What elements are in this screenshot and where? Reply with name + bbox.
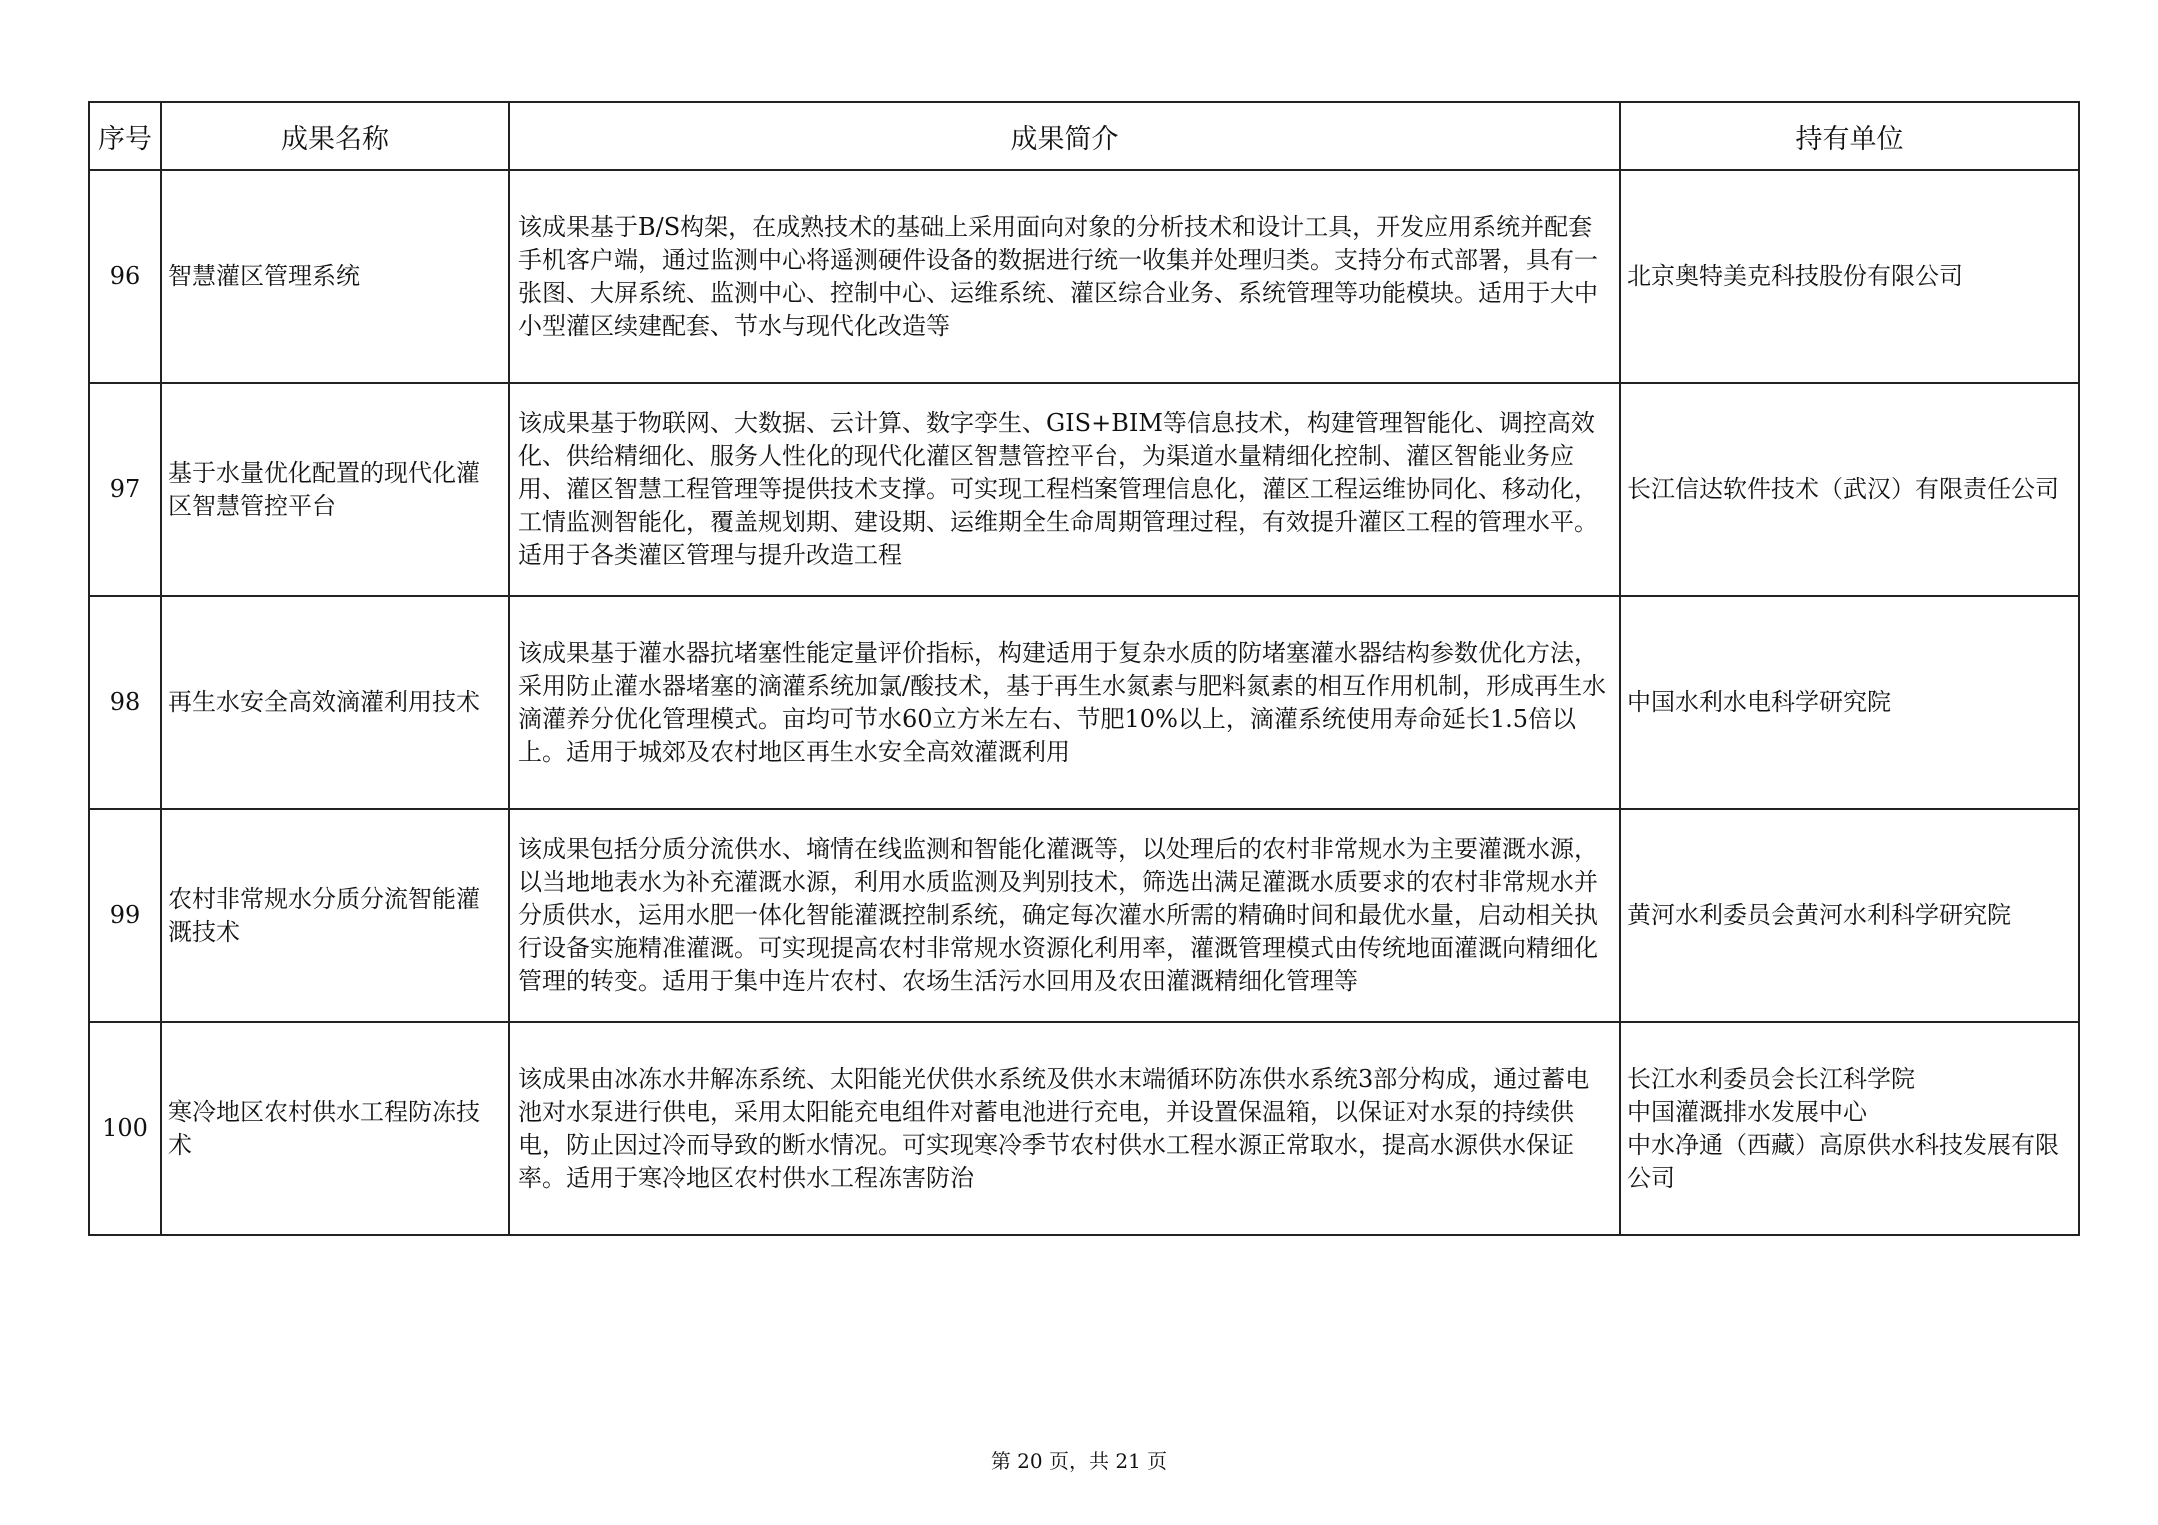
page-number: 第 20 页，共 21 页: [990, 1449, 1168, 1473]
header-desc: 成果简介: [509, 102, 1620, 170]
table-row: [89, 170, 2079, 383]
header-unit: 持有单位: [1620, 102, 2079, 170]
header-name: 成果名称: [161, 102, 509, 170]
unit-line: 北京奥特美克科技股份有限公司: [1627, 262, 1963, 290]
unit-line: 中国水利水电科学研究院: [1627, 688, 1891, 716]
row-unit: [1620, 170, 2079, 383]
results-table: [88, 101, 2080, 1236]
table-row: [89, 809, 2079, 1022]
table-row: [89, 596, 2079, 809]
row-unit: [1620, 383, 2079, 596]
row-num: 98: [89, 596, 161, 809]
row-num: 100: [89, 1022, 161, 1235]
row-name: 农村非常规水分质分流智能灌溉技术: [161, 809, 509, 1022]
row-num: 96: [89, 170, 161, 383]
row-desc: 该成果基于物联网、大数据、云计算、数字孪生、GIS+BIM等信息技术，构建管理智能化、调控高效化、供给精细化、服务人性化的现代化灌区智慧管控平台，为渠道水量精细化控制、灌区智能业务应用、灌区智慧工程管理等提供技术支撑。可实现工程档案管理信息化，灌区工程运维协同化、移动化，工情监测智能化，覆盖规划期、建设期、运维期全生命周期管理过程，有效提升灌区工程的管理水平。适用于各类灌区管理与提升改造工程: [509, 383, 1620, 596]
table-row: [89, 1022, 2079, 1235]
row-num: 97: [89, 383, 161, 596]
row-desc: 该成果基于灌水器抗堵塞性能定量评价指标，构建适用于复杂水质的防堵塞灌水器结构参数优化方法，采用防止灌水器堵塞的滴灌系统加氯/酸技术，基于再生水氮素与肥料氮素的相互作用机制，形成再生水滴灌养分优化管理模式。亩均可节水60立方米左右、节肥10%以上，滴灌系统使用寿命延长1.5倍以上。适用于城郊及农村地区再生水安全高效灌溉利用: [509, 596, 1620, 809]
unit-line: 中国灌溉排水发展中心: [1627, 1097, 1867, 1126]
unit-line: 黄河水利委员会黄河水利科学研究院: [1627, 901, 2011, 929]
row-unit: [1620, 1022, 2079, 1235]
row-name: 智慧灌区管理系统: [161, 170, 509, 383]
table-row: [89, 383, 2079, 596]
row-name: 再生水安全高效滴灌利用技术: [161, 596, 509, 809]
row-num: 99: [89, 809, 161, 1022]
row-name: 寒冷地区农村供水工程防冻技术: [161, 1022, 509, 1235]
row-unit: [1620, 596, 2079, 809]
row-name: 基于水量优化配置的现代化灌区智慧管控平台: [161, 383, 509, 596]
row-unit: [1620, 809, 2079, 1022]
header-num: 序号: [89, 102, 161, 170]
table-header-row: [89, 102, 2079, 170]
row-desc: 该成果由冰冻水井解冻系统、太阳能光伏供水系统及供水末端循环防冻供水系统3部分构成，通过蓄电池对水泵进行供电，采用太阳能充电组件对蓄电池进行充电，并设置保温箱，以保证对水泵的持续供电，防止因过冷而导致的断水情况。可实现寒冷季节农村供水工程水源正常取水，提高水源供水保证率。适用于寒冷地区农村供水工程冻害防治: [509, 1022, 1620, 1235]
row-desc: 该成果包括分质分流供水、墒情在线监测和智能化灌溉等，以处理后的农村非常规水为主要灌溉水源，以当地地表水为补充灌溉水源，利用水质监测及判别技术，筛选出满足灌溉水质要求的农村非常规水并分质供水，运用水肥一体化智能灌溉控制系统，确定每次灌水所需的精确时间和最优水量，启动相关执行设备实施精准灌溉。可实现提高农村非常规水资源化利用率，灌溉管理模式由传统地面灌溉向精细化管理的转变。适用于集中连片农村、农场生活污水回用及农田灌溉精细化管理等: [509, 809, 1620, 1022]
unit-line: 长江信达软件技术（武汉）有限责任公司: [1627, 475, 2059, 503]
unit-line: 中水净通（西藏）高原供水科技发展有限公司: [1627, 1130, 2059, 1192]
results-table-container: [88, 101, 2078, 1236]
row-desc: 该成果基于B/S构架，在成熟技术的基础上采用面向对象的分析技术和设计工具，开发应用系统并配套手机客户端，通过监测中心将遥测硬件设备的数据进行统一收集并处理归类。支持分布式部署，具有一张图、大屏系统、监测中心、控制中心、运维系统、灌区综合业务、系统管理等功能模块。适用于大中小型灌区续建配套、节水与现代化改造等: [509, 170, 1620, 383]
unit-line: 长江水利委员会长江科学院: [1627, 1064, 1915, 1093]
